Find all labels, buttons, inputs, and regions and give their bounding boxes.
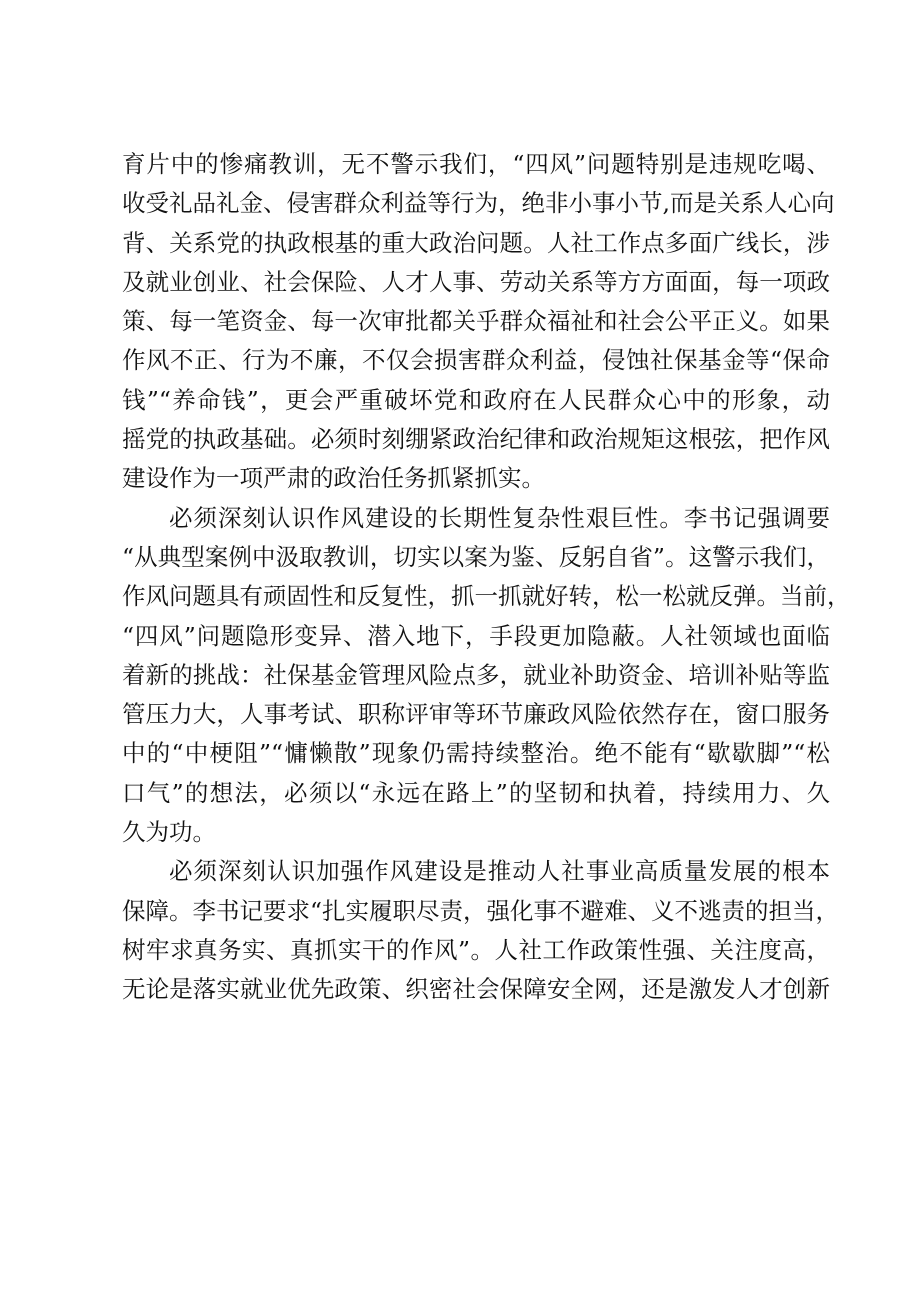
text-line: 育片中的惨痛教训，无不警示我们，“四风”问题特别是违规吃喝、 <box>122 150 830 178</box>
text-line: 着新的挑战：社保基金管理风险点多，就业补助资金、培训补贴等监 <box>122 660 830 689</box>
document-body <box>122 145 851 1010</box>
text-line: 久为功。 <box>122 818 216 847</box>
text-line: 树牢求真务实、真抓实干的作风”。人社工作政策性强、关注度高， <box>122 935 830 964</box>
text-line: 策、每一笔资金、每一次审批都关乎群众福祉和社会公平正义。如果 <box>122 307 830 336</box>
text-line: 无论是落实就业优先政策、织密社会保障安全网，还是激发人才创新 <box>122 975 830 1004</box>
text-line: 及就业创业、社会保险、人才人事、劳动关系等方方面面，每一项政 <box>122 267 830 296</box>
paragraph <box>122 852 840 1009</box>
text-line: 背、关系党的执政根基的重大政治问题。人社工作点多面广线长，涉 <box>122 228 830 257</box>
text-line: 建设作为一项严肃的政治任务抓紧抓实。 <box>122 464 545 493</box>
text-line: 必须深刻认识作风建设的长期性复杂性艰巨性。李书记强调要 <box>169 503 830 532</box>
text-line: 管压力大，人事考试、职称评审等环节廉政风险依然存在，窗口服务 <box>122 700 830 729</box>
paragraph <box>122 499 851 853</box>
text-line: 作风不正、行为不廉，不仅会损害群众利益，侵蚀社保基金等“保命 <box>122 346 830 375</box>
text-line: 中的“中梗阻”“慵懒散”现象仍需持续整治。绝不能有“歇歇脚”“松 <box>122 739 830 768</box>
text-line: “四风”问题隐形变异、潜入地下，手段更加隐蔽。人社领域也面临 <box>122 621 830 650</box>
text-line: “从典型案例中汲取教训，切实以案为鉴、反躬自省”。这警示我们， <box>122 542 830 571</box>
text-line: 收受礼品礼金、侵害群众利益等行为，绝非小事小节,而是关系人心向 <box>122 189 835 218</box>
text-line: 钱”“养命钱”，更会严重破坏党和政府在人民群众心中的形象，动 <box>122 385 830 414</box>
text-line: 口气”的想法，必须以“永远在路上”的坚韧和执着，持续用力、久 <box>122 778 830 807</box>
text-line: 作风问题具有顽固性和反复性，抓一抓就好转，松一松就反弹。当前， <box>122 582 851 611</box>
paragraph <box>122 145 835 499</box>
text-line: 摇党的执政基础。必须时刻绷紧政治纪律和政治规矩这根弦，把作风 <box>122 425 830 454</box>
text-line: 必须深刻认识加强作风建设是推动人社事业高质量发展的根本 <box>169 857 830 886</box>
text-line: 保障。李书记要求“扎实履职尽责，强化事不避难、义不逃责的担当， <box>122 896 840 925</box>
